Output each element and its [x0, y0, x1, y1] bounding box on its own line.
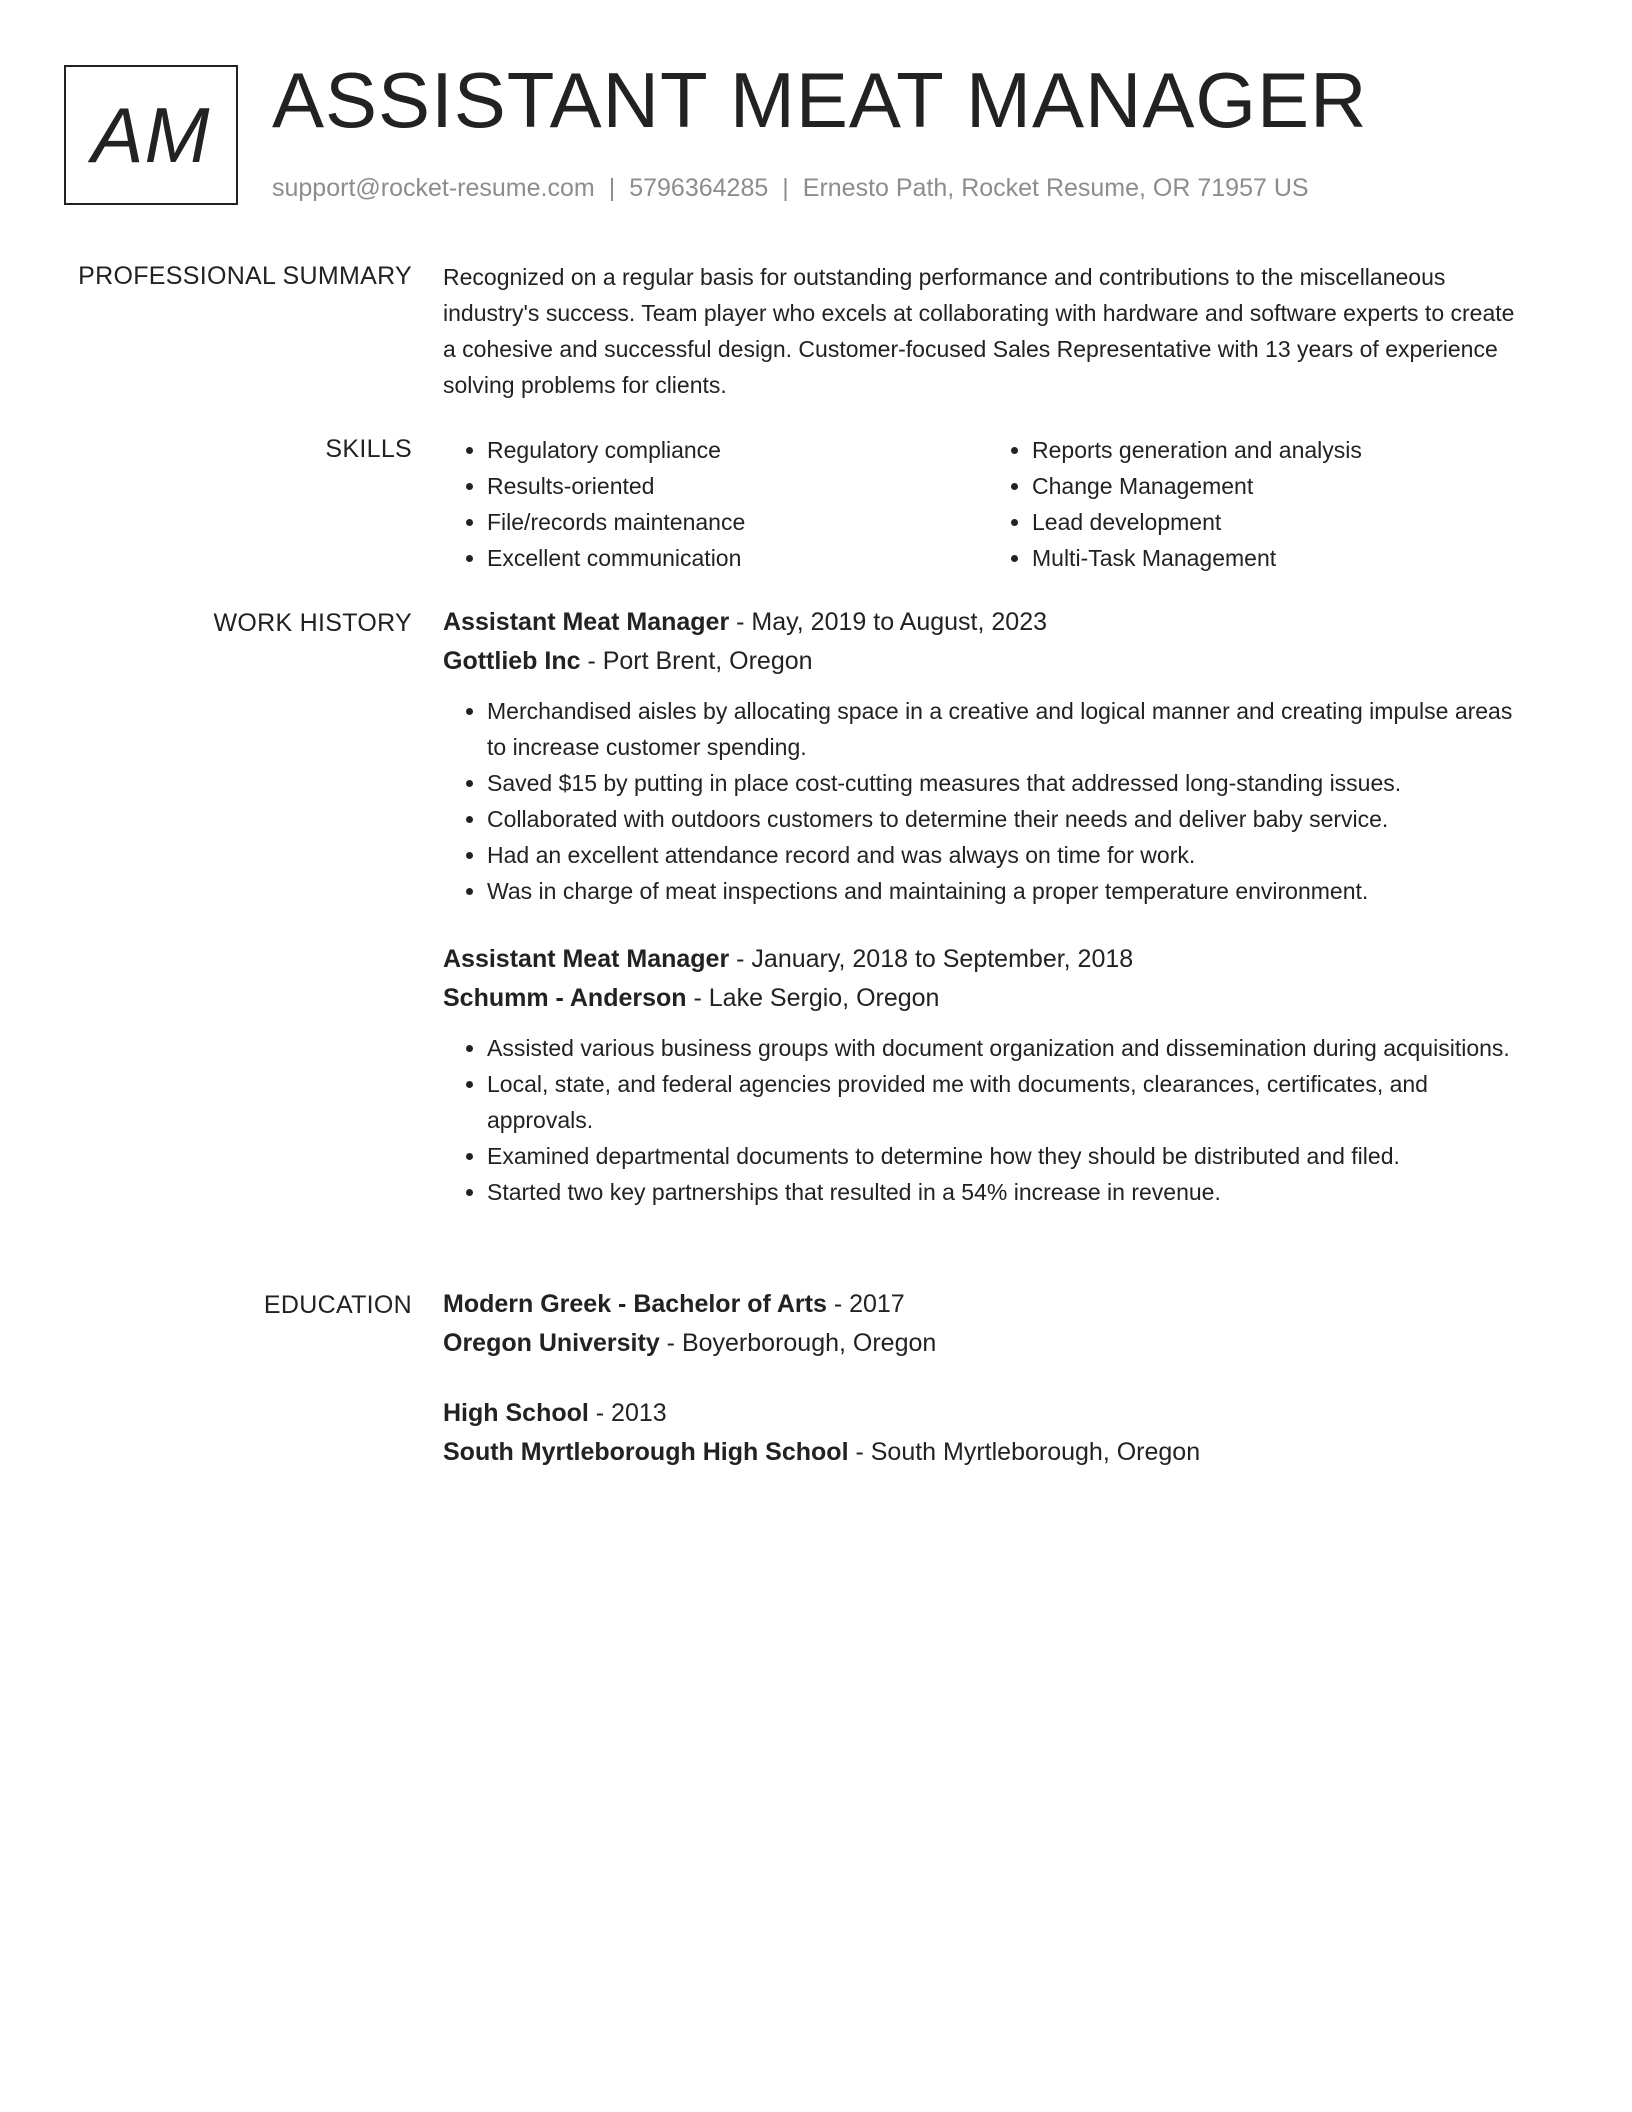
education-degree: Modern Greek - Bachelor of Arts: [443, 1290, 827, 1318]
education-year: - 2013: [588, 1399, 667, 1427]
section-label-skills: SKILLS: [325, 435, 412, 463]
education-degree: High School: [443, 1399, 589, 1427]
education-entry: [443, 1285, 1533, 1363]
contact-address: Ernesto Path, Rocket Resume, OR 71957 US: [802, 174, 1309, 202]
education-school: Oregon University: [443, 1329, 660, 1357]
skill-item: • Multi-Task Management: [1032, 540, 1533, 576]
section-label-work-history: WORK HISTORY: [213, 609, 412, 637]
education-entry: [443, 1394, 1533, 1472]
job-dates: - May, 2019 to August, 2023: [729, 608, 1048, 636]
job-dates: - January, 2018 to September, 2018: [729, 945, 1134, 973]
job-company: Schumm - Anderson: [443, 984, 687, 1012]
job-location: - Lake Sergio, Oregon: [686, 984, 940, 1012]
job-bullet: • Collaborated with outdoors customers to determine their needs and deliver baby service.: [487, 801, 1533, 837]
work-history-body: [443, 603, 1533, 1210]
education-school-line: [443, 1324, 1533, 1363]
skills-column-right: [988, 432, 1533, 576]
job-company: Gottlieb Inc: [443, 647, 581, 675]
skill-item: • Regulatory compliance: [487, 432, 988, 468]
monogram-box: [64, 65, 238, 205]
section-label-education: EDUCATION: [263, 1291, 412, 1319]
job-entry: [443, 940, 1533, 1210]
skill-item: • Excellent communication: [487, 540, 988, 576]
education-degree-line: [443, 1285, 1533, 1324]
education-degree-line: [443, 1394, 1533, 1433]
contact-phone[interactable]: 5796364285: [629, 174, 769, 202]
job-company-line: [443, 979, 1533, 1018]
job-bullet: • Local, state, and federal agencies provided me with documents, clearances, certificates, and approvals.: [487, 1066, 1533, 1138]
summary-body: [443, 259, 1533, 403]
education-year: - 2017: [826, 1290, 905, 1318]
contact-separator: |: [608, 174, 616, 202]
job-bullet: • Merchandised aisles by allocating space in a creative and logical manner and creating impulse areas to increase customer spending.: [487, 693, 1533, 765]
skills-grid: [443, 432, 1533, 576]
education-location: - South Myrtleborough, Oregon: [848, 1438, 1201, 1466]
skills-column-left: [443, 432, 988, 576]
section-label-summary: PROFESSIONAL SUMMARY: [78, 262, 412, 290]
education-school-line: [443, 1433, 1533, 1472]
summary-text: Recognized on a regular basis for outstanding performance and contributions to the miscellaneous industry's success. Team player who excels at collaborating with hardware and software experts to create a cohesive and successful design. Customer-focused Sales Representative with 13 years of experience solving problems for clients.: [443, 264, 1515, 398]
education-school: South Myrtleborough High School: [443, 1438, 849, 1466]
skill-item: • File/records maintenance: [487, 504, 988, 540]
job-bullets: [443, 693, 1533, 909]
contact-separator: |: [782, 174, 789, 202]
job-title-line: [443, 603, 1533, 642]
job-bullets: [443, 1030, 1533, 1210]
job-bullet: • Was in charge of meat inspections and maintaining a proper temperature environment.: [487, 873, 1533, 909]
education-location: - Boyerborough, Oregon: [659, 1329, 937, 1357]
contact-line: [272, 173, 1309, 203]
job-title-line: [443, 940, 1533, 979]
job-location: - Port Brent, Oregon: [580, 647, 813, 675]
job-title: Assistant Meat Manager: [443, 608, 730, 636]
job-bullet: • Examined departmental documents to determine how they should be distributed and filed.: [487, 1138, 1533, 1174]
job-bullet: • Assisted various business groups with document organization and dissemination during acquisitions.: [487, 1030, 1533, 1066]
job-bullet: • Had an excellent attendance record and was always on time for work.: [487, 837, 1533, 873]
job-entry: [443, 603, 1533, 909]
monogram-initials: AM: [91, 91, 211, 179]
contact-email[interactable]: support@rocket-resume.com: [272, 174, 595, 202]
job-bullet: • Started two key partnerships that resulted in a 54% increase in revenue.: [487, 1174, 1533, 1210]
job-title: Assistant Meat Manager: [443, 945, 730, 973]
skill-item: • Change Management: [1032, 468, 1533, 504]
job-company-line: [443, 642, 1533, 681]
page-title: ASSISTANT MEAT MANAGER: [272, 56, 1368, 144]
skill-item: • Lead development: [1032, 504, 1533, 540]
job-bullet: • Saved $15 by putting in place cost-cutting measures that addressed long-standing issues.: [487, 765, 1533, 801]
education-body: [443, 1285, 1533, 1472]
skills-body: [443, 432, 1533, 576]
skill-item: • Reports generation and analysis: [1032, 432, 1533, 468]
skill-item: • Results-oriented: [487, 468, 988, 504]
